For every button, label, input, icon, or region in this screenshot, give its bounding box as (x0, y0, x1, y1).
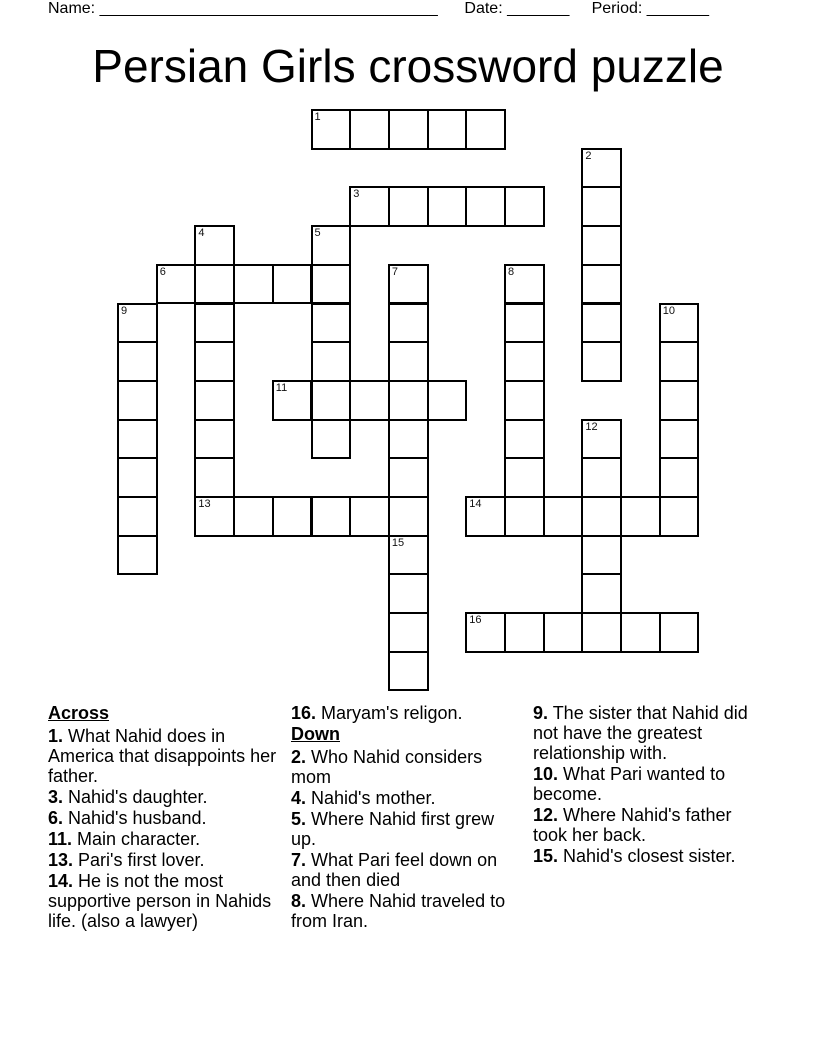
grid-cell[interactable] (465, 496, 506, 537)
grid-cell[interactable] (311, 419, 352, 460)
grid-cell[interactable] (504, 341, 545, 382)
grid-cell[interactable] (311, 341, 352, 382)
grid-cell[interactable] (504, 419, 545, 460)
grid-cell[interactable] (504, 264, 545, 305)
grid-cell[interactable] (543, 612, 584, 653)
grid-cell[interactable] (233, 496, 274, 537)
grid-cell[interactable] (117, 341, 158, 382)
clue-across-3: 3. Nahid's daughter. (48, 787, 208, 807)
grid-cell[interactable] (349, 186, 390, 227)
grid-cell[interactable] (194, 419, 235, 460)
grid-cell[interactable] (388, 341, 429, 382)
grid-cell[interactable] (504, 303, 545, 344)
grid-cell[interactable] (117, 419, 158, 460)
grid-cell[interactable] (581, 535, 622, 576)
clue-down-5: 5. Where Nahid first grew up. (291, 809, 495, 849)
grid-cell[interactable] (504, 612, 545, 653)
grid-cell[interactable] (465, 612, 506, 653)
grid-cell[interactable] (117, 303, 158, 344)
clues-column-2 (291, 703, 523, 932)
puzzle-title: Persian Girls crossword puzzle (92, 40, 724, 92)
clue-across-16: 16. Maryam's religon. (291, 703, 463, 723)
clue-number: 14 (469, 498, 482, 510)
grid-cell[interactable] (620, 496, 661, 537)
grid-cell[interactable] (194, 380, 235, 421)
grid-cell[interactable] (504, 380, 545, 421)
grid-cell[interactable] (194, 496, 235, 537)
period-field-label: Period: _______ (591, 0, 710, 17)
clue-across-6: 6. Nahid's husband. (48, 808, 207, 828)
clue-number: 6 (159, 265, 166, 278)
clue-down-9: 9. The sister that Nahid did not have the greatest relationship with. (533, 703, 748, 763)
grid-cell[interactable] (117, 496, 158, 537)
clue-down-15: 15. Nahid's closest sister. (533, 846, 736, 866)
grid-cell[interactable] (427, 109, 468, 150)
clue-number: 3 (353, 188, 360, 201)
grid-cell[interactable] (581, 457, 622, 498)
clues-column-3 (533, 703, 758, 867)
across-heading: Across (48, 703, 110, 723)
clue-number: 13 (198, 498, 211, 510)
clue-across-11: 11. Main character. (48, 829, 201, 849)
down-heading: Down (291, 724, 340, 744)
clue-down-10: 10. What Pari wanted to become. (533, 764, 726, 804)
grid-cell[interactable] (659, 419, 700, 460)
clue-across-13: 13. Pari's first lover. (48, 850, 205, 870)
grid-cell[interactable] (388, 612, 429, 653)
clue-across-14: 14. He is not the most supportive person in Nahids life. (also a lawyer) (48, 871, 272, 931)
grid-cell[interactable] (311, 225, 352, 266)
grid-cell[interactable] (388, 303, 429, 344)
grid-cell[interactable] (659, 612, 700, 653)
grid-cell[interactable] (581, 148, 622, 189)
grid-cell[interactable] (117, 457, 158, 498)
grid-cell[interactable] (504, 457, 545, 498)
clue-number: 5 (314, 227, 321, 240)
grid-cell[interactable] (311, 303, 352, 344)
grid-cell[interactable] (659, 341, 700, 382)
grid-cell[interactable] (581, 612, 622, 653)
grid-cell[interactable] (659, 457, 700, 498)
grid-cell[interactable] (388, 109, 429, 150)
grid-cell[interactable] (388, 535, 429, 576)
clue-number: 2 (585, 149, 592, 162)
grid-cell[interactable] (581, 496, 622, 537)
grid-cell[interactable] (388, 264, 429, 305)
clue-number: 7 (391, 265, 399, 278)
grid-cell[interactable] (504, 496, 545, 537)
grid-cell[interactable] (427, 380, 468, 421)
grid-cell[interactable] (504, 186, 545, 227)
grid-cell[interactable] (349, 380, 390, 421)
grid-cell[interactable] (349, 109, 390, 150)
date-field-label: Date: _______ (464, 0, 570, 17)
grid-cell[interactable] (194, 225, 235, 266)
grid-cell[interactable] (272, 496, 313, 537)
grid-cell[interactable] (311, 109, 352, 150)
grid-cell[interactable] (659, 303, 700, 344)
grid-cell[interactable] (581, 225, 622, 266)
grid-cell[interactable] (194, 341, 235, 382)
clue-across-1: 1. What Nahid does in America that disappoints her father. (48, 726, 277, 786)
name-field-label: Name: ______________________________________ (48, 0, 438, 17)
grid-cell[interactable] (349, 496, 390, 537)
clue-number: 15 (391, 536, 405, 549)
grid-cell[interactable] (156, 264, 197, 305)
clue-number: 16 (469, 614, 482, 627)
grid-cell[interactable] (465, 186, 506, 227)
grid-cell[interactable] (311, 380, 352, 421)
grid-cell[interactable] (465, 109, 506, 150)
clue-down-2: 2. Who Nahid considers mom (291, 747, 483, 787)
clues-column-1 (48, 703, 283, 932)
clue-number: 11 (275, 381, 288, 394)
grid-cell[interactable] (581, 264, 622, 305)
grid-cell[interactable] (194, 303, 235, 344)
grid-cell[interactable] (388, 380, 429, 421)
grid-cell[interactable] (581, 419, 622, 460)
grid-cell[interactable] (272, 264, 313, 305)
grid-cell[interactable] (659, 496, 700, 537)
grid-cell[interactable] (233, 264, 274, 305)
clue-down-7: 7. What Pari feel down on and then died (291, 850, 498, 890)
clue-number: 12 (585, 420, 598, 433)
clue-down-12: 12. Where Nahid's father took her back. (533, 805, 732, 845)
grid-cell[interactable] (117, 380, 158, 421)
grid-cell[interactable] (311, 264, 352, 305)
grid-cell[interactable] (117, 535, 158, 576)
grid-cell[interactable] (388, 651, 429, 692)
grid-cell[interactable] (194, 264, 235, 305)
grid-cell[interactable] (659, 380, 700, 421)
grid-cell[interactable] (543, 496, 584, 537)
clue-number: 8 (508, 265, 515, 278)
grid-cell[interactable] (311, 496, 352, 537)
grid-cell[interactable] (581, 573, 622, 614)
grid-cell[interactable] (388, 573, 429, 614)
clue-number: 4 (198, 227, 205, 240)
clue-number: 10 (662, 304, 676, 317)
grid-cell[interactable] (388, 457, 429, 498)
grid-cell[interactable] (272, 380, 313, 421)
grid-cell[interactable] (581, 186, 622, 227)
grid-cell[interactable] (427, 186, 468, 227)
grid-cell[interactable] (581, 341, 622, 382)
clue-down-8: 8. Where Nahid traveled to from Iran. (291, 891, 506, 931)
clue-number: 9 (121, 304, 128, 317)
grid-cell[interactable] (388, 186, 429, 227)
clue-down-4: 4. Nahid's mother. (291, 788, 436, 808)
grid-cell[interactable] (388, 419, 429, 460)
grid-cell[interactable] (620, 612, 661, 653)
grid-cell[interactable] (194, 457, 235, 498)
grid-cell[interactable] (388, 496, 429, 537)
clue-number: 1 (314, 111, 321, 123)
grid-cell[interactable] (581, 303, 622, 344)
